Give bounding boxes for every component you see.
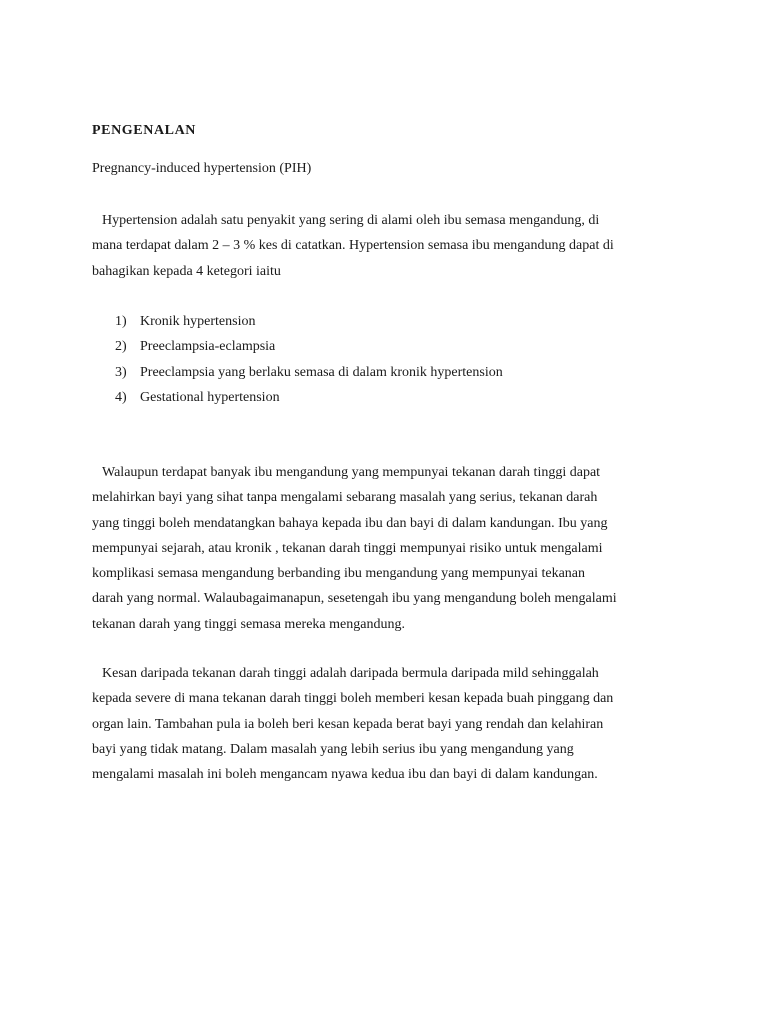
- list-item-number: 2): [115, 339, 127, 355]
- list-item: [115, 360, 503, 385]
- paragraph-line: kepada severe di mana tekanan darah tinggi boleh memberi kesan kepada buah pinggang dan: [92, 691, 614, 707]
- document-heading: PENGENALAN: [92, 123, 197, 138]
- paragraph-line: Hypertension adalah satu penyakit yang sering di alami oleh ibu semasa mengandung, di: [102, 213, 600, 228]
- paragraph-line: mengalami masalah ini boleh mengancam nyawa kedua ibu dan bayi di dalam kandungan.: [92, 767, 598, 783]
- paragraph-line: komplikasi semasa mengandung berbanding ibu mengandung yang mempunyai tekanan: [92, 566, 585, 582]
- paragraph-line: darah yang normal. Walaubagaimanapun, sesetengah ibu yang mengandung boleh mengalami: [92, 591, 617, 607]
- paragraph-line: mana terdapat dalam 2 – 3 % kes di catatkan. Hypertension semasa ibu mengandung dapat di: [92, 238, 614, 254]
- list-item-text: Preeclampsia-eclampsia: [140, 339, 276, 355]
- list-item: [115, 334, 503, 359]
- effects-paragraph: [92, 661, 682, 787]
- list-item: [115, 309, 503, 334]
- list-item: [115, 385, 503, 410]
- paragraph-line: bayi yang tidak matang. Dalam masalah yang lebih serius ibu yang mengandung yang: [92, 741, 574, 757]
- paragraph-line: Walaupun terdapat banyak ibu mengandung yang mempunyai tekanan darah tinggi dapat: [102, 465, 601, 480]
- list-item-number: 4): [115, 389, 127, 405]
- paragraph-line: yang tinggi boleh mendatangkan bahaya kepada ibu dan bayi di dalam kandungan. Ibu yang: [92, 515, 608, 531]
- paragraph-line: tekanan darah yang tinggi semasa mereka mengandung.: [92, 616, 405, 632]
- list-item-number: 1): [115, 314, 127, 329]
- paragraph-line: mempunyai sejarah, atau kronik , tekanan darah tinggi mempunyai risiko untuk mengalami: [92, 540, 603, 556]
- paragraph-line: organ lain. Tambahan pula ia boleh beri kesan kepada berat bayi yang rendah dan kelahiran: [92, 716, 604, 732]
- intro-paragraph: [92, 208, 682, 284]
- risk-paragraph: [92, 460, 682, 637]
- category-list: [115, 309, 503, 410]
- document-subtitle: Pregnancy-induced hypertension (PIH): [92, 161, 312, 176]
- list-item-number: 3): [115, 364, 127, 380]
- list-item-text: Kronik hypertension: [140, 314, 256, 329]
- paragraph-line: bahagikan kepada 4 ketegori iaitu: [92, 263, 281, 279]
- paragraph-line: Kesan daripada tekanan darah tinggi adalah daripada bermula daripada mild sehinggalah: [102, 666, 599, 681]
- list-item-text: Gestational hypertension: [140, 389, 280, 405]
- paragraph-line: melahirkan bayi yang sihat tanpa mengalami sebarang masalah yang serius, tekanan darah: [92, 490, 598, 506]
- list-item-text: Preeclampsia yang berlaku semasa di dalam kronik hypertension: [140, 364, 503, 380]
